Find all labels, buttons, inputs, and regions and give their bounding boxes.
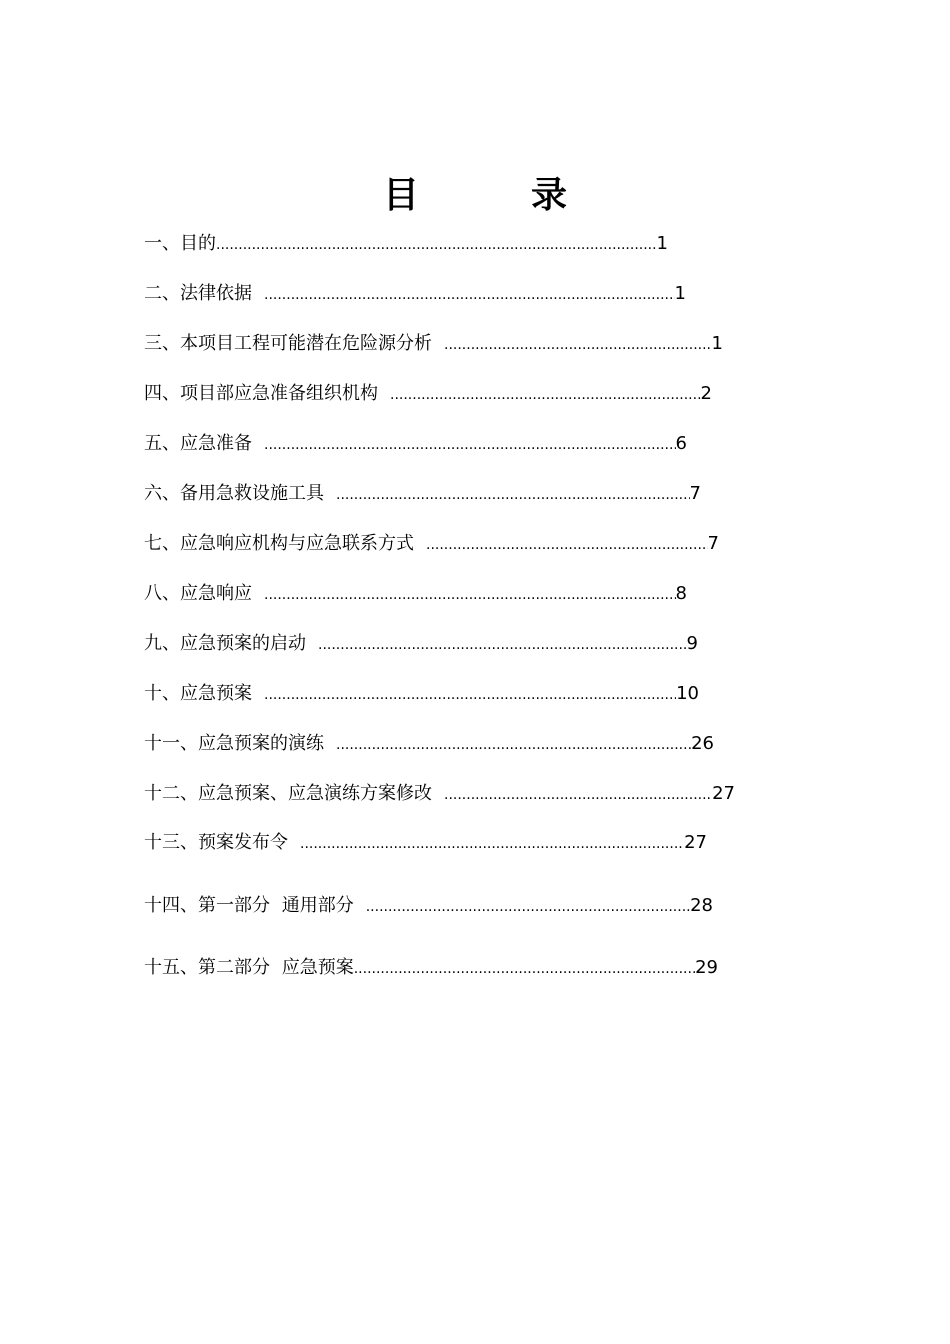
toc-dot-leader bbox=[264, 283, 675, 307]
toc-entry-page: 2 bbox=[700, 383, 712, 404]
toc-entry[interactable] bbox=[144, 732, 714, 757]
toc-entry-page: 29 bbox=[695, 957, 718, 978]
toc-entry-page: 27 bbox=[684, 832, 707, 853]
toc-dot-leader bbox=[336, 733, 691, 757]
toc-dot-leader bbox=[264, 583, 676, 607]
toc-entry-label: 十三、预案发布令 bbox=[144, 832, 288, 853]
toc-dot-leader bbox=[318, 633, 687, 657]
toc-entry-label: 四、项目部应急准备组织机构 bbox=[144, 383, 378, 404]
toc-entry-label: 十四、第一部分 通用部分 bbox=[144, 895, 354, 916]
toc-entry[interactable] bbox=[144, 532, 719, 557]
toc-entry[interactable] bbox=[144, 482, 701, 507]
toc-dot-leader bbox=[426, 533, 708, 557]
toc-entry-page: 6 bbox=[675, 433, 687, 454]
toc-entry[interactable] bbox=[144, 831, 707, 856]
toc-entry[interactable] bbox=[144, 894, 713, 919]
toc-title: 目 录 bbox=[382, 175, 605, 216]
toc-entry[interactable] bbox=[144, 232, 668, 257]
toc-dot-leader bbox=[336, 483, 690, 507]
toc-dot-leader bbox=[444, 333, 712, 357]
toc-entry-page: 1 bbox=[711, 333, 723, 354]
toc-entry-label: 五、应急准备 bbox=[144, 433, 252, 454]
toc-entry-page: 7 bbox=[689, 483, 701, 504]
toc-dot-leader bbox=[264, 433, 676, 457]
toc-entry-page: 26 bbox=[691, 733, 714, 754]
toc-entry[interactable] bbox=[144, 382, 712, 407]
toc-entry-page: 1 bbox=[656, 233, 668, 254]
toc-entry[interactable] bbox=[144, 782, 735, 807]
toc-entry-page: 28 bbox=[690, 895, 713, 916]
toc-entry-label: 七、应急响应机构与应急联系方式 bbox=[144, 533, 414, 554]
toc-entry-page: 9 bbox=[686, 633, 698, 654]
toc-entry-page: 8 bbox=[675, 583, 687, 604]
toc-dot-leader bbox=[300, 832, 684, 856]
toc-entry-label: 八、应急响应 bbox=[144, 583, 252, 604]
toc-entry-label: 三、本项目工程可能潜在危险源分析 bbox=[144, 333, 432, 354]
toc-entry-label: 十、应急预案 bbox=[144, 683, 252, 704]
toc-entry[interactable] bbox=[144, 956, 718, 981]
toc-entry-page: 7 bbox=[707, 533, 719, 554]
toc-entry-page: 1 bbox=[674, 283, 686, 304]
toc-entry-label: 六、备用急救设施工具 bbox=[144, 483, 324, 504]
toc-dot-leader bbox=[390, 383, 701, 407]
toc-dot-leader bbox=[216, 233, 657, 257]
toc-entry[interactable] bbox=[144, 632, 698, 657]
toc-entry-page: 27 bbox=[712, 783, 735, 804]
toc-dot-leader bbox=[366, 895, 690, 919]
toc-entry-label: 九、应急预案的启动 bbox=[144, 633, 306, 654]
toc-entry-page: 10 bbox=[676, 683, 699, 704]
toc-dot-leader bbox=[354, 957, 695, 981]
toc-entry[interactable] bbox=[144, 582, 687, 607]
toc-entry[interactable] bbox=[144, 332, 723, 357]
toc-entry[interactable] bbox=[144, 282, 686, 307]
toc-dot-leader bbox=[264, 683, 676, 707]
toc-entry-label: 十二、应急预案、应急演练方案修改 bbox=[144, 783, 432, 804]
toc-entry-label: 十五、第二部分 应急预案 bbox=[144, 957, 354, 978]
toc-entry[interactable] bbox=[144, 682, 699, 707]
toc-entry-label: 二、法律依据 bbox=[144, 283, 252, 304]
toc-dot-leader bbox=[444, 783, 712, 807]
toc-entry-label: 一、目的 bbox=[144, 233, 216, 254]
toc-entry-label: 十一、应急预案的演练 bbox=[144, 733, 324, 754]
toc-entry[interactable] bbox=[144, 432, 687, 457]
